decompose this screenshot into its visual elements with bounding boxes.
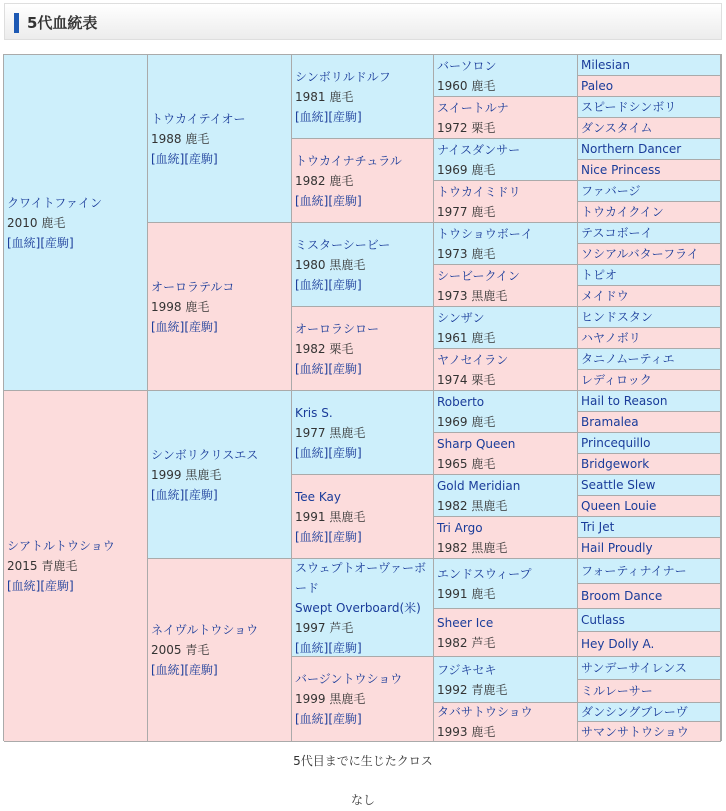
progeny-link[interactable]: [産駒] (328, 445, 362, 460)
horse-birth-info: 1982 黒鹿毛 (437, 540, 508, 555)
horse-entry (7, 536, 145, 596)
horse-name-link[interactable]: バーソロン (437, 58, 497, 73)
horse-name-link[interactable]: Hail to Reason (581, 394, 668, 408)
horse-birth-info: 2010 鹿毛 (7, 215, 66, 230)
horse-entry (581, 244, 718, 264)
horse-entry (581, 586, 718, 606)
horse-name-link[interactable]: ソシアルバターフライ (581, 247, 699, 261)
horse-entry (437, 564, 575, 604)
pedigree-cell-g4 (434, 139, 578, 181)
horse-entry (581, 634, 718, 654)
pedigree-cell-g5 (578, 328, 721, 349)
horse-name-link[interactable]: エンドスウィープ (437, 566, 532, 581)
horse-links (151, 485, 289, 505)
pedigree-cell-g5 (578, 559, 721, 584)
horse-entry (295, 235, 431, 295)
horse-entry (581, 475, 718, 495)
horse-entry (437, 392, 575, 432)
horse-name-link[interactable]: トウカイクイン (581, 205, 664, 219)
pedigree-cell-g4 (434, 265, 578, 307)
horse-name-link[interactable]: シンボリクリスエス (151, 447, 259, 462)
horse-entry (581, 561, 718, 581)
horse-name-link[interactable]: Gold Meridian (437, 478, 521, 493)
pedigree-cell-g4 (434, 97, 578, 139)
horse-name-link[interactable]: Nice Princess (581, 163, 661, 177)
horse-name-link[interactable]: ヒンドスタン (581, 310, 653, 324)
horse-entry (581, 517, 718, 537)
horse-name-link[interactable]: ダンシングブレーヴ (581, 705, 688, 719)
pedigree-cell-g5 (578, 517, 721, 538)
horse-name-link[interactable]: シアトルトウショウ (7, 539, 115, 553)
horse-name-link[interactable]: シンボリルドルフ (295, 69, 391, 84)
pedigree-cell-g5 (578, 703, 721, 722)
horse-name-link[interactable]: ハヤノボリ (581, 331, 641, 345)
horse-name-link[interactable]: テスコボーイ (581, 226, 653, 240)
horse-entry (295, 669, 431, 729)
horse-name-link[interactable]: Paleo (581, 79, 614, 93)
pedigree-cell-g4 (434, 391, 578, 433)
blood-link[interactable]: [血統] (295, 277, 329, 292)
horse-entry (581, 160, 718, 180)
horse-birth-info: 1972 栗毛 (437, 120, 496, 135)
horse-name-link[interactable]: Tri Argo (437, 520, 483, 535)
horse-name-link[interactable]: Hey Dolly A. (581, 637, 655, 651)
horse-birth-info: 1988 鹿毛 (151, 131, 210, 146)
pedigree-cell-g3 (292, 559, 434, 657)
progeny-link[interactable]: [産駒] (40, 235, 74, 250)
pedigree-cell-g2 (148, 55, 292, 223)
pedigree-cell-g5 (578, 349, 721, 370)
horse-birth-info: 1998 鹿毛 (151, 299, 210, 314)
pedigree-cell-g4 (434, 517, 578, 559)
horse-birth-info: 1965 鹿毛 (437, 456, 496, 471)
horse-entry (581, 610, 718, 630)
pedigree-cell-g5 (578, 475, 721, 496)
horse-entry (581, 97, 718, 117)
horse-birth-info: 1960 鹿毛 (437, 78, 496, 93)
progeny-link[interactable]: [産駒] (40, 579, 74, 593)
horse-name-link[interactable]: Broom Dance (581, 589, 663, 603)
progeny-link[interactable]: [産駒] (184, 319, 218, 334)
horse-entry (581, 538, 718, 558)
progeny-link[interactable]: [産駒] (328, 109, 362, 124)
pedigree-cell-g5 (578, 76, 721, 97)
pedigree-cell-g5 (578, 286, 721, 307)
horse-name-link[interactable]: オーロラシロー (295, 321, 380, 336)
horse-entry (581, 496, 718, 516)
horse-name-link[interactable]: シービークイン (437, 268, 520, 283)
horse-entry (581, 265, 718, 285)
cross-title: 5代目までに生じたクロス (293, 754, 433, 768)
horse-name-link[interactable]: Roberto (437, 394, 485, 409)
horse-birth-info: 1991 鹿毛 (437, 586, 496, 601)
horse-name-link[interactable]: Princequillo (581, 436, 651, 450)
horse-links (295, 275, 431, 295)
horse-entry (295, 487, 431, 547)
horse-birth-info: 2005 青毛 (151, 643, 210, 657)
pedigree-cell-g2 (148, 223, 292, 391)
blood-link[interactable]: [血統] (151, 487, 185, 502)
horse-name-link[interactable]: フォーティナイナー (581, 564, 687, 578)
horse-entry (437, 56, 575, 96)
progeny-link[interactable]: [産駒] (328, 361, 362, 376)
horse-entry (437, 350, 575, 390)
cross-value: なし (350, 793, 375, 807)
progeny-link[interactable]: [産駒] (184, 151, 218, 166)
horse-entry (581, 76, 718, 96)
horse-entry (295, 151, 431, 211)
horse-birth-info: 1982 芦毛 (437, 635, 496, 650)
horse-links (295, 443, 431, 463)
horse-entry (437, 476, 575, 516)
pedigree-cell-g5 (578, 97, 721, 118)
blood-link[interactable]: [血統] (295, 640, 329, 655)
pedigree-cell-g5 (578, 118, 721, 139)
horse-birth-info: 1977 鹿毛 (437, 204, 496, 219)
pedigree-cell-g5 (578, 307, 721, 328)
horse-name-link[interactable]: Bramalea (581, 415, 639, 429)
horse-entry (581, 307, 718, 327)
horse-alt-name[interactable]: Swept Overboard(米) (295, 600, 421, 615)
horse-birth-info: 1982 栗毛 (295, 341, 354, 356)
horse-links (7, 576, 145, 596)
pedigree-cell-g5 (578, 202, 721, 223)
horse-name-link[interactable]: オーロラテルコ (151, 279, 235, 294)
pedigree-cell-g5 (578, 265, 721, 286)
horse-name-link[interactable]: Tri Jet (581, 520, 615, 534)
horse-name-link[interactable]: トウカイナチュラル (295, 153, 402, 168)
horse-entry (581, 328, 718, 348)
progeny-link[interactable]: [産駒] (328, 640, 362, 655)
horse-birth-info: 1992 青鹿毛 (437, 682, 508, 697)
progeny-link[interactable]: [産駒] (328, 277, 362, 292)
progeny-link[interactable]: [産駒] (184, 487, 218, 502)
pedigree-cell-g3 (292, 307, 434, 391)
horse-links (151, 660, 289, 680)
horse-name-link[interactable]: サマンサトウショウ (581, 724, 689, 739)
horse-links (151, 149, 289, 169)
blood-link[interactable]: [血統] (295, 529, 329, 544)
horse-name-link[interactable]: メイドウ (581, 289, 629, 303)
pedigree-cell-g4 (434, 55, 578, 97)
pedigree-cell-g2 (148, 559, 292, 742)
horse-name-link[interactable]: トウショウボーイ (437, 226, 533, 241)
horse-entry (581, 139, 718, 159)
horse-entry (437, 140, 575, 180)
horse-entry (581, 454, 718, 474)
horse-name-link[interactable]: スウェプトオーヴァーボード (295, 560, 427, 595)
pedigree-cell-g3 (292, 475, 434, 559)
horse-entry (151, 445, 289, 505)
horse-entry (295, 319, 431, 379)
horse-name-link[interactable]: フジキセキ (437, 662, 497, 677)
blood-link[interactable]: [血統] (295, 193, 329, 208)
horse-name-link[interactable]: Seattle Slew (581, 478, 656, 492)
horse-entry (581, 181, 718, 201)
pedigree-cell-g5 (578, 657, 721, 680)
horse-entry (437, 434, 575, 474)
pedigree-cell-g4 (434, 223, 578, 265)
horse-birth-info: 1969 鹿毛 (437, 414, 496, 429)
horse-entry (437, 308, 575, 348)
horse-entry (581, 658, 718, 678)
horse-name-link[interactable]: ネイヴルトウショウ (151, 623, 259, 637)
horse-birth-info: 1980 黒鹿毛 (295, 257, 366, 272)
pedigree-cell-g4 (434, 349, 578, 391)
horse-birth-info: 1999 黒鹿毛 (151, 467, 222, 482)
horse-birth-info: 1969 鹿毛 (437, 162, 496, 177)
horse-links (7, 233, 145, 253)
horse-name-link[interactable]: レディロック (581, 373, 652, 387)
pedigree-cell-g4 (434, 181, 578, 223)
horse-entry (581, 55, 718, 75)
horse-birth-info: 1974 栗毛 (437, 372, 496, 387)
horse-name-link[interactable]: Kris S. (295, 405, 333, 420)
horse-birth-info: 1997 芦毛 (295, 620, 354, 635)
blood-link[interactable]: [血統] (295, 109, 329, 124)
blood-link[interactable]: [血統] (295, 445, 329, 460)
horse-birth-info: 1982 鹿毛 (295, 173, 354, 188)
pedigree-table (3, 54, 722, 741)
header-accent-bar (14, 13, 19, 33)
horse-name-link[interactable]: トウカイミドリ (437, 184, 521, 199)
horse-links (295, 359, 431, 379)
pedigree-cell-g3 (292, 657, 434, 742)
horse-entry (581, 370, 718, 390)
horse-name-link[interactable]: ファバージ (581, 184, 641, 198)
pedigree-cell-g5 (578, 55, 721, 76)
horse-links (295, 527, 431, 547)
pedigree-cell-g5 (578, 538, 721, 559)
horse-entry (295, 403, 431, 463)
horse-birth-info: 1981 鹿毛 (295, 89, 354, 104)
pedigree-cell-g3 (292, 139, 434, 223)
horse-name-link[interactable]: サンデーサイレンス (581, 661, 687, 675)
progeny-link[interactable]: [産駒] (328, 712, 362, 726)
progeny-link[interactable]: [産駒] (328, 529, 362, 544)
horse-entry (437, 703, 575, 742)
blood-link[interactable]: [血統] (151, 151, 185, 166)
horse-name-link[interactable]: Cutlass (581, 613, 625, 627)
horse-entry (7, 193, 145, 253)
horse-entry (437, 613, 575, 653)
horse-name-link[interactable]: トウカイテイオー (151, 111, 246, 126)
pedigree-cell-g4 (434, 657, 578, 703)
pedigree-cell-g5 (578, 391, 721, 412)
pedigree-cell-g1 (4, 391, 148, 742)
horse-name-link[interactable]: ヤノセイラン (437, 352, 509, 367)
horse-name-link[interactable]: ミスターシービー (295, 237, 391, 252)
horse-links (295, 191, 431, 211)
horse-name-link[interactable]: Bridgework (581, 457, 650, 471)
horse-entry (581, 412, 718, 432)
pedigree-cell-g5 (578, 181, 721, 202)
horse-name-link[interactable]: クワイトファイン (7, 195, 103, 210)
horse-name-link[interactable]: バージントウショウ (295, 672, 403, 686)
horse-birth-info: 1973 黒鹿毛 (437, 288, 508, 303)
blood-link[interactable]: [血統] (295, 361, 329, 376)
horse-birth-info: 1982 黒鹿毛 (437, 498, 508, 513)
horse-entry (437, 660, 575, 700)
horse-entry (151, 109, 289, 169)
pedigree-cell-g4 (434, 703, 578, 742)
horse-entry (581, 202, 718, 222)
horse-name-link[interactable]: スピードシンボリ (581, 100, 677, 114)
horse-entry (581, 722, 718, 742)
blood-link[interactable]: [血統] (151, 319, 185, 334)
pedigree-cell-g4 (434, 307, 578, 349)
horse-entry (581, 286, 718, 306)
horse-entry (295, 559, 431, 657)
horse-name-link[interactable]: スイートルナ (437, 100, 509, 115)
horse-entry (581, 433, 718, 453)
horse-birth-info: 1961 鹿毛 (437, 330, 496, 345)
horse-links (151, 317, 289, 337)
horse-name-link[interactable]: シンザン (437, 310, 485, 325)
pedigree-cell-g3 (292, 223, 434, 307)
horse-name-link[interactable]: タニノムーティエ (581, 352, 675, 366)
horse-entry (581, 703, 718, 722)
horse-entry (151, 277, 289, 337)
horse-name-link[interactable]: Hail Proudly (581, 541, 653, 555)
pedigree-cell-g5 (578, 244, 721, 265)
blood-link[interactable]: [血統] (7, 235, 41, 250)
pedigree-cell-g5 (578, 412, 721, 433)
pedigree-cell-g3 (292, 55, 434, 139)
horse-name-link[interactable]: トピオ (581, 268, 618, 282)
horse-entry (437, 518, 575, 558)
horse-name-link[interactable]: ミルレーサー (581, 684, 653, 698)
horse-entry (295, 67, 431, 127)
horse-entry (581, 391, 718, 411)
blood-link[interactable]: [血統] (295, 712, 329, 726)
blood-link[interactable]: [血統] (151, 663, 185, 677)
pedigree-cell-g5 (578, 680, 721, 703)
horse-links (295, 709, 431, 729)
pedigree-cell-g5 (578, 584, 721, 609)
pedigree-cell-g5 (578, 433, 721, 454)
pedigree-cell-g5 (578, 370, 721, 391)
pedigree-cell-g5 (578, 454, 721, 475)
horse-birth-info: 1999 黒鹿毛 (295, 692, 366, 706)
horse-name-link[interactable]: タバサトウショウ (437, 705, 533, 719)
pedigree-cell-g5 (578, 722, 721, 742)
horse-name-link[interactable]: Northern Dancer (581, 142, 682, 156)
pedigree-cell-g5 (578, 496, 721, 517)
pedigree-cell-g3 (292, 391, 434, 475)
horse-birth-info: 1993 鹿毛 (437, 725, 496, 739)
horse-name-link[interactable]: Milesian (581, 58, 630, 72)
horse-entry (581, 349, 718, 369)
pedigree-cell-g4 (434, 433, 578, 475)
pedigree-cell-g4 (434, 609, 578, 657)
horse-name-link[interactable]: Sharp Queen (437, 436, 516, 451)
horse-name-link[interactable]: Sheer Ice (437, 615, 494, 630)
horse-birth-info: 1977 黒鹿毛 (295, 425, 366, 440)
horse-entry (437, 266, 575, 306)
pedigree-cell-g5 (578, 609, 721, 632)
pedigree-cell-g4 (434, 559, 578, 609)
horse-entry (151, 620, 289, 680)
horse-entry (581, 118, 718, 138)
pedigree-cell-g2 (148, 391, 292, 559)
horse-name-link[interactable]: Tee Kay (295, 489, 341, 504)
horse-entry (581, 681, 718, 701)
pedigree-cell-g4 (434, 475, 578, 517)
horse-name-link[interactable]: ナイスダンサー (437, 142, 521, 157)
horse-entry (437, 224, 575, 264)
horse-entry (437, 182, 575, 222)
horse-links (295, 638, 431, 658)
progeny-link[interactable]: [産駒] (184, 663, 218, 677)
pedigree-cell-g5 (578, 139, 721, 160)
pedigree-cell-g5 (578, 160, 721, 181)
blood-link[interactable]: [血統] (7, 579, 41, 593)
horse-birth-info: 1973 鹿毛 (437, 246, 496, 261)
progeny-link[interactable]: [産駒] (328, 193, 362, 208)
horse-birth-info: 2015 青鹿毛 (7, 559, 78, 573)
horse-links (295, 107, 431, 127)
page-title: 5代血統表 (27, 14, 98, 32)
horse-entry (581, 223, 718, 243)
pedigree-cell-g1 (4, 55, 148, 391)
pedigree-cell-g5 (578, 632, 721, 657)
section-header (4, 3, 722, 40)
horse-entry (437, 98, 575, 138)
pedigree-cell-g5 (578, 223, 721, 244)
horse-name-link[interactable]: Queen Louie (581, 499, 657, 513)
horse-name-link[interactable]: ダンスタイム (581, 121, 653, 135)
horse-birth-info: 1991 黒鹿毛 (295, 509, 366, 524)
